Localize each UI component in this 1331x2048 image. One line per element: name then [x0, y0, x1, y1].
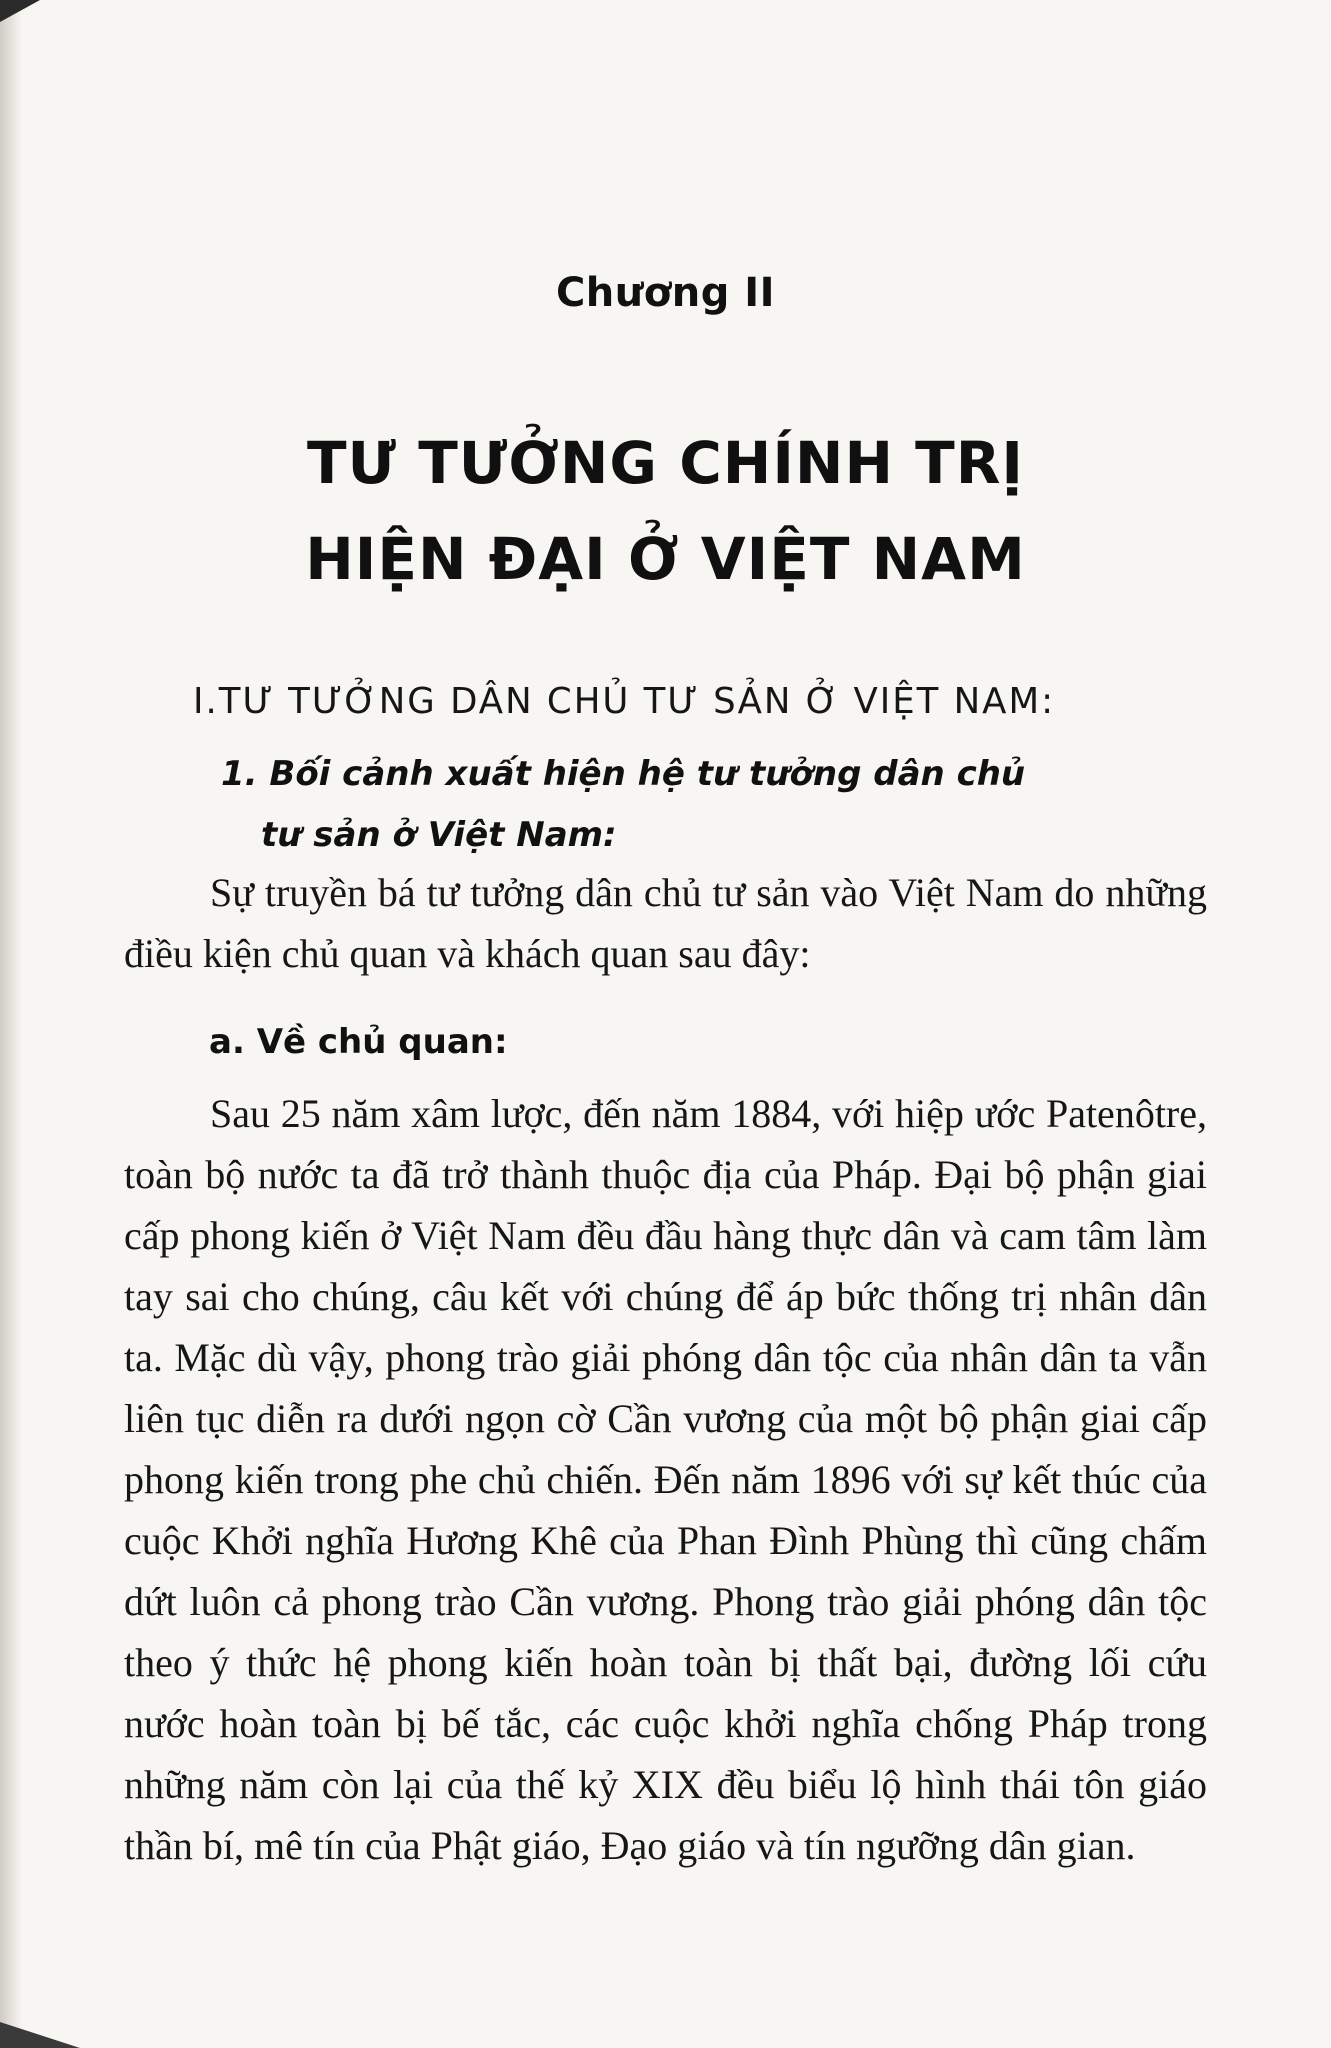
- subsection-heading-line-2: tư sản ở Việt Nam:: [261, 815, 617, 855]
- page-corner-bottom: [0, 2022, 80, 2048]
- subsection-heading: [221, 744, 1201, 866]
- main-paragraph: Sau 25 năm xâm lược, đến năm 1884, với hiệp ước Patenôtre, toàn bộ nước ta đã trở thành thuộc địa của Pháp. Đại bộ phận giai cấp phong kiến ở Việt Nam đều đầu hàng thực dân và cam tâm làm tay sai cho chúng, câu kết với chúng để áp bức thống trị nhân dân ta. Mặc dù vậy, phong trào giải phóng dân tộc của nhân dân ta vẫn liên tục diễn ra dưới ngọn cờ Cần vương của một bộ phận giai cấp phong kiến trong phe chủ chiến. Đến năm 1896 với sự kết thúc của cuộc Khởi nghĩa Hương Khê của Phan Đình Phùng thì cũng chấm dứt luôn cả phong trào Cần vương. Phong trào giải phóng dân tộc theo ý thức hệ phong kiến hoàn toàn bị thất bại, đường lối cứu nước hoàn toàn bị bế tắc, các cuộc khởi nghĩa chống Pháp trong những năm còn lại của thế kỷ XIX đều biểu lộ hình thái tôn giáo thần bí, mê tín của Phật giáo, Đạo giáo và tín ngưỡng dân gian.: [124, 1091, 1207, 1868]
- chapter-title-line-1: TƯ TƯỞNG CHÍNH TRỊ: [306, 429, 1024, 497]
- subsection-heading-line-1: 1. Bối cảnh xuất hiện hệ tư tưởng dân chủ: [221, 754, 1026, 794]
- chapter-label: Chương II: [555, 270, 776, 316]
- chapter-title: [0, 415, 1331, 607]
- subsubsection-heading: a. Về chủ quan:: [209, 1022, 508, 1062]
- page-corner-top: [0, 0, 40, 22]
- section-heading: I.TƯ TƯỞNG DÂN CHỦ TƯ SẢN Ở VIỆT NAM:: [193, 681, 1056, 722]
- chapter-title-line-2: HIỆN ĐẠI Ở VIỆT NAM: [305, 525, 1026, 593]
- intro-paragraph: Sự truyền bá tư tưởng dân chủ tư sản vào Việt Nam do những điều kiện chủ quan và khách quan sau đây:: [124, 870, 1207, 976]
